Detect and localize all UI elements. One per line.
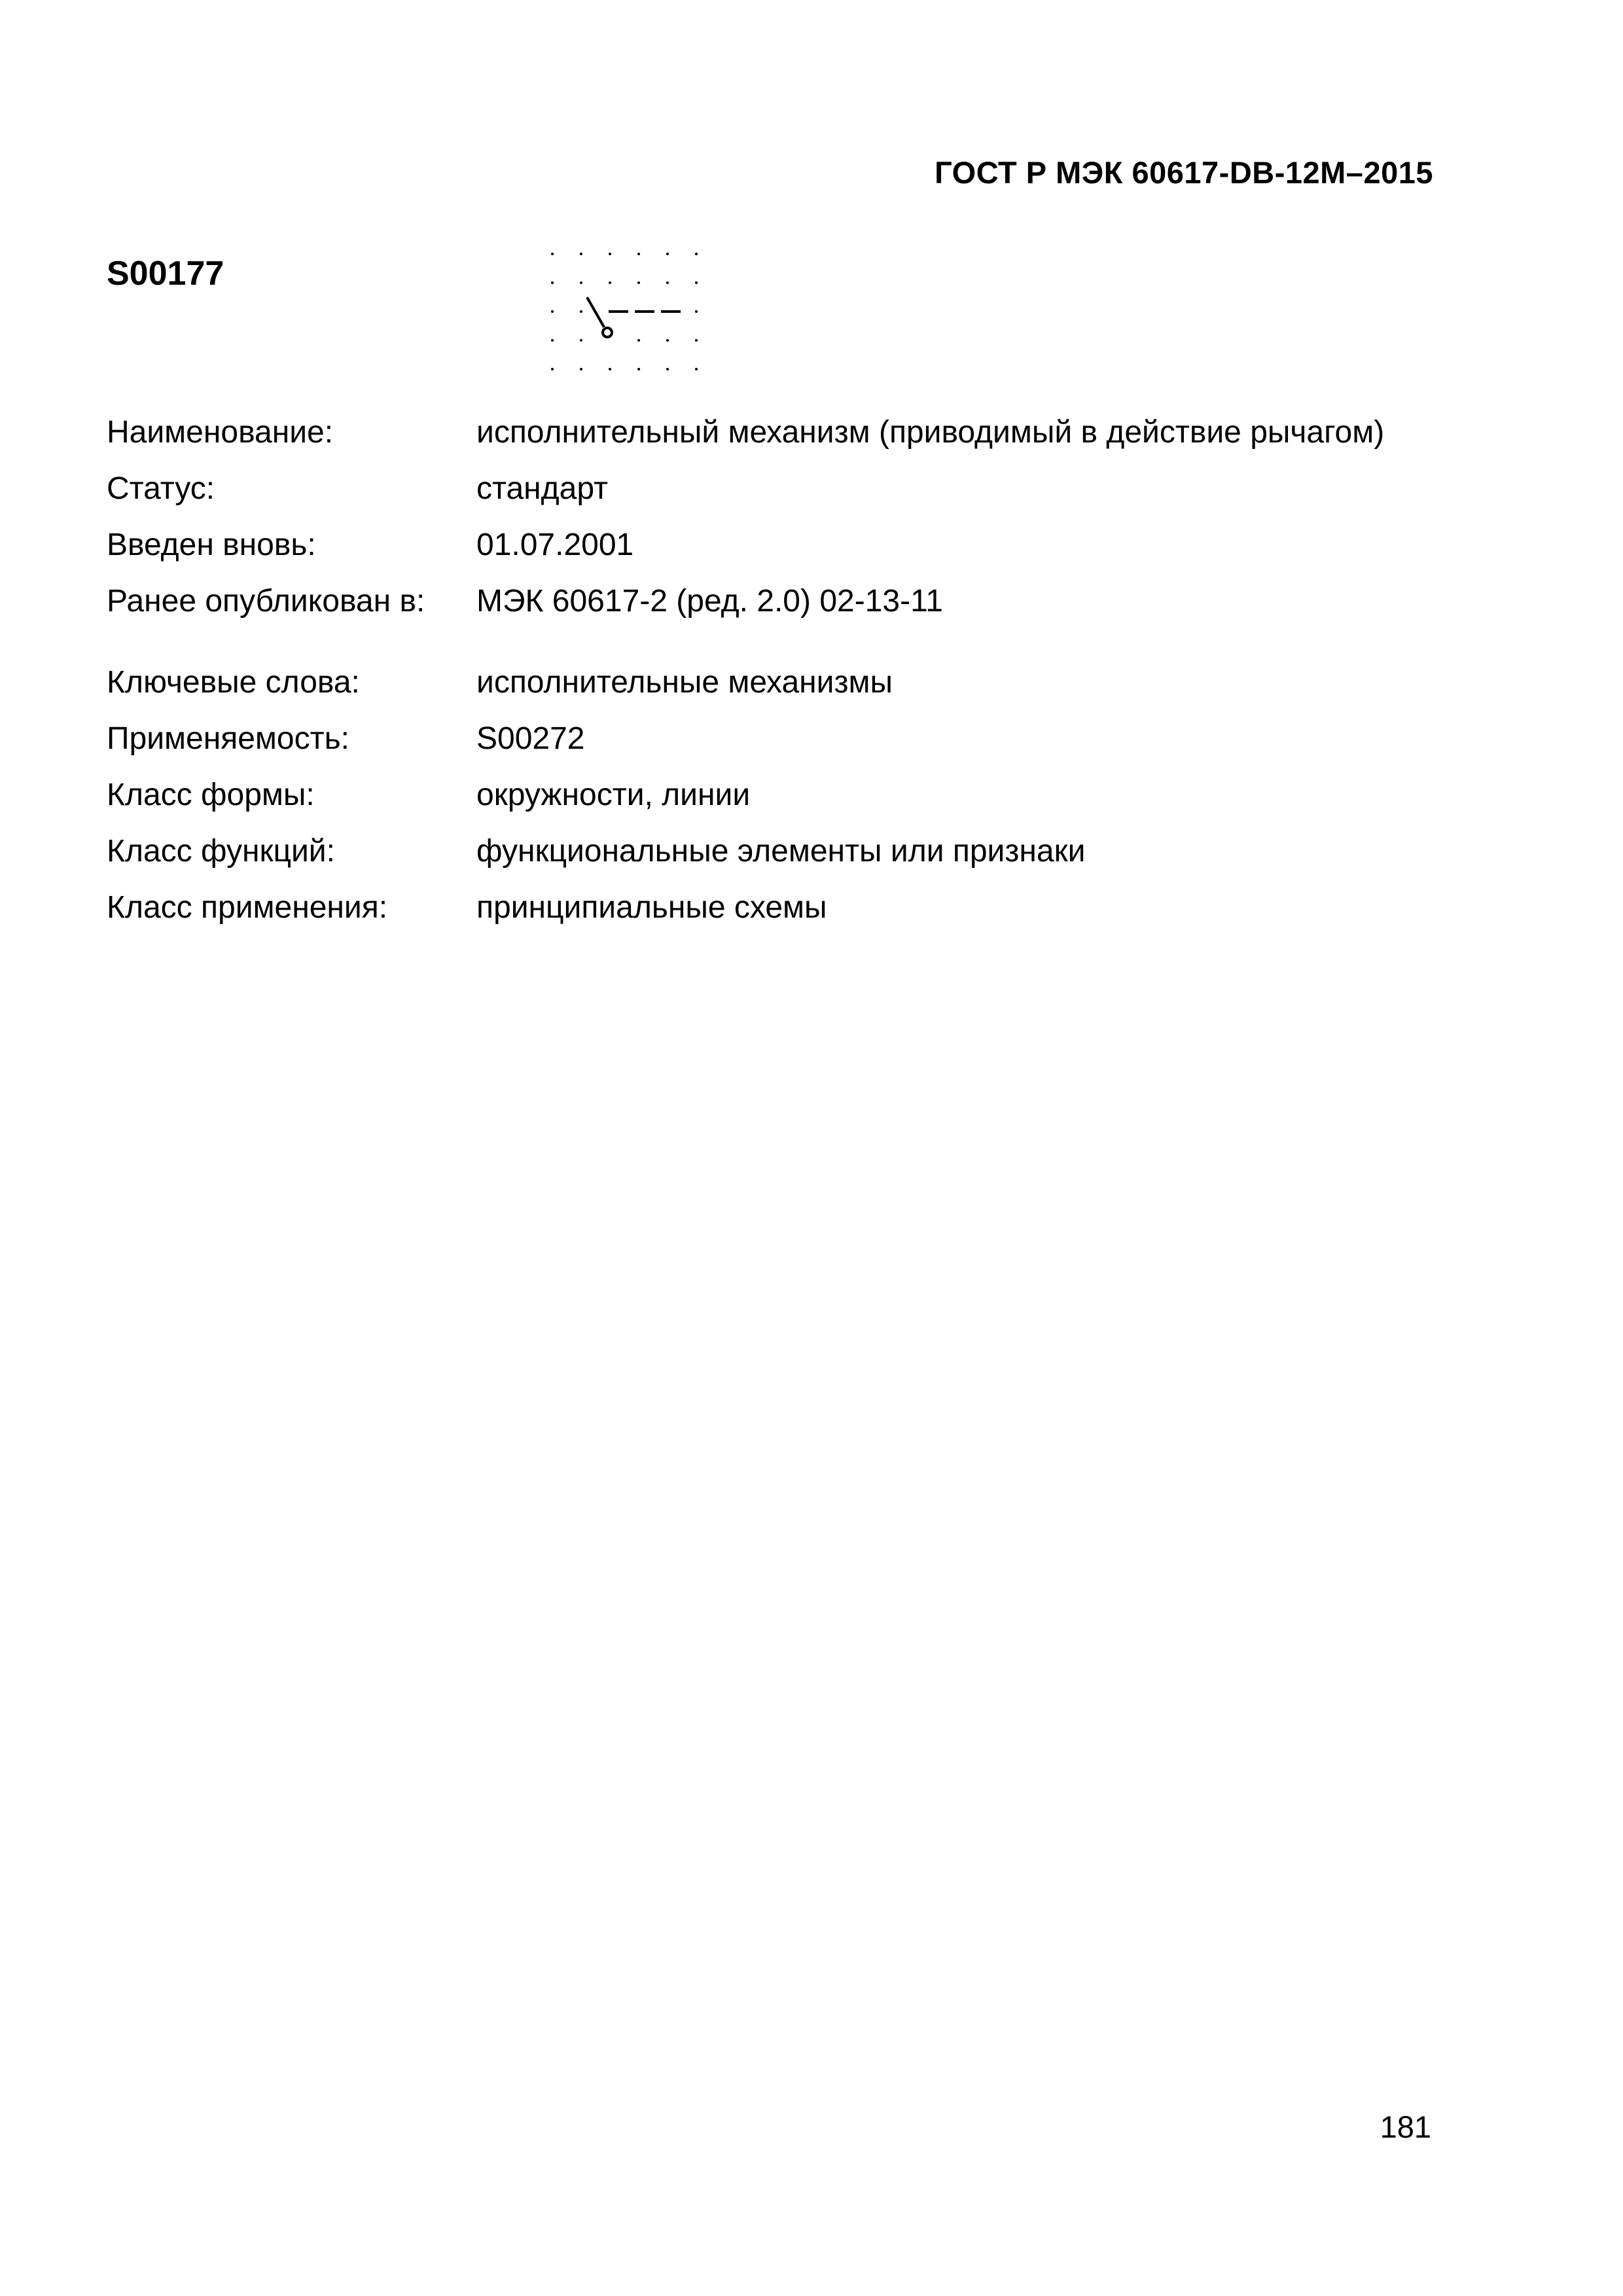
property-label: Статус: — [107, 471, 215, 506]
property-label: Ключевые слова: — [107, 665, 360, 700]
property-row-function-class — [107, 823, 1435, 880]
property-row-shape-class — [107, 767, 1435, 823]
property-row-introduced — [107, 517, 1435, 573]
property-label: Ранее опубликован в: — [107, 584, 425, 619]
property-label: Класс применения: — [107, 890, 388, 925]
property-value: S00272 — [476, 721, 585, 756]
symbol-code: S00177 — [107, 255, 224, 293]
document-header: ГОСТ Р МЭК 60617-DB-12M–2015 — [935, 155, 1433, 190]
property-label: Введен вновь: — [107, 528, 316, 562]
property-value: функциональные элементы или признаки — [476, 834, 1086, 869]
lever-actuator-icon — [544, 246, 715, 377]
property-label: Наименование: — [107, 415, 334, 450]
property-value: окружности, линии — [476, 778, 751, 812]
property-value: исполнительные механизмы — [476, 665, 893, 700]
property-row-status — [107, 461, 1435, 517]
section-spacer — [107, 630, 1435, 655]
property-row-applicability — [107, 711, 1435, 767]
property-value: стандарт — [476, 471, 608, 506]
property-value: исполнительный механизм (приводимый в действие рычагом) — [476, 415, 1385, 450]
property-value: принципиальные схемы — [476, 890, 827, 925]
property-value: МЭК 60617-2 (ред. 2.0) 02-13-11 — [476, 584, 943, 619]
property-label: Применяемость: — [107, 721, 349, 756]
property-row-keywords — [107, 655, 1435, 711]
property-row-name — [107, 404, 1435, 461]
property-row-published-in — [107, 573, 1435, 630]
page-number: 181 — [1380, 2109, 1431, 2144]
property-label: Класс функций: — [107, 834, 335, 869]
property-value: 01.07.2001 — [476, 528, 634, 562]
property-row-application-class — [107, 880, 1435, 936]
properties-table — [107, 404, 1435, 936]
property-label: Класс формы: — [107, 778, 315, 812]
